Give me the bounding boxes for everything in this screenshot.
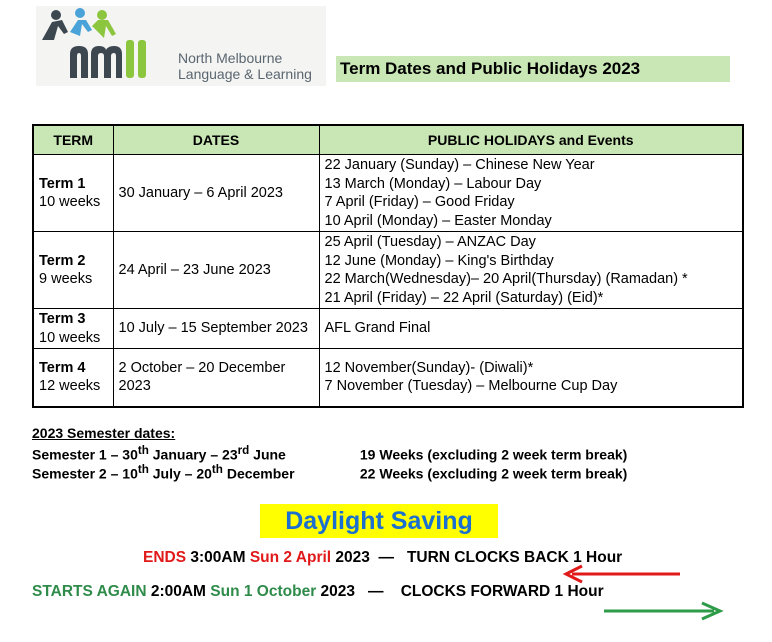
term-name: Term 1 [39,175,86,192]
holiday-item: 13 March (Monday) – Labour Day [324,175,542,192]
ordinal-suffix: rd [237,444,250,457]
semester-row-1 [32,444,627,463]
term-cell [33,232,113,309]
term-cell [33,309,113,349]
term-name: Term 3 [39,311,86,327]
holidays-cell [319,309,743,349]
term-weeks: 10 weeks [39,194,101,210]
starts-time: 2:00AM [150,583,206,600]
ends-dash: — [378,549,395,566]
page-title: Term Dates and Public Holidays 2023 [336,56,730,82]
table-row-term1 [33,155,743,232]
starts-date: Sun 1 October [210,583,317,600]
semester-label-part: January – 23 [148,446,238,463]
semester-label-part: July – 20 [148,465,212,482]
holidays-cell [319,349,743,407]
semester-weeks: 22 Weeks (excluding 2 week term break) [359,465,628,482]
ordinal-suffix: th [137,444,149,457]
holiday-item: AFL Grand Final [324,320,431,337]
term-weeks: 10 weeks [39,329,101,346]
ends-year: 2023 [335,549,370,566]
holiday-item: 25 April (Tuesday) – ANZAC Day [324,234,536,250]
holiday-item: 22 January (Sunday) – Chinese New Year [324,157,595,173]
dst-starts-line [32,583,604,601]
semester-label-part: December [222,465,295,482]
holiday-item: 7 November (Tuesday) – Melbourne Cup Day [324,378,618,395]
logo [36,6,326,86]
holiday-item: 21 April (Friday) – 22 April (Saturday) (Eid)* [324,289,604,306]
starts-word: STARTS AGAIN [32,583,147,600]
table-header-row [33,125,743,155]
semester-label-part: Semester 1 – 30 [32,446,138,463]
starts-dash: — [367,583,384,600]
semester-weeks: 19 Weeks (excluding 2 week term break) [359,446,628,463]
holiday-item: 12 June (Monday) – King's Birthday [324,252,554,269]
logo-org-line2: Language & Learning [178,66,312,82]
semester-title: 2023 Semester dates: [32,425,176,441]
dates-cell: 10 July – 15 September 2023 [113,309,319,349]
header-term: TERM [33,125,113,155]
term-name: Term 2 [39,252,86,269]
holidays-cell [319,232,743,309]
term-cell [33,349,113,407]
table-row-term2 [33,232,743,309]
semester-dates [32,425,628,482]
starts-year: 2023 [320,583,356,600]
table-row-term4 [33,349,743,407]
ends-date: Sun 2 April [249,549,332,566]
term-name: Term 4 [39,359,86,376]
ordinal-suffix: th [137,463,149,476]
table-row-term3 [33,309,743,349]
term-weeks: 9 weeks [39,271,93,287]
term-cell [33,155,113,232]
dates-cell: 30 January – 6 April 2023 [113,155,319,232]
holiday-item: 7 April (Friday) – Good Friday [324,194,515,210]
header-dates: DATES [113,125,319,155]
dates-cell: 2 October – 20 December 2023 [113,349,319,407]
term-weeks: 12 weeks [39,378,101,395]
ends-action: TURN CLOCKS BACK 1 Hour [406,549,623,566]
arrow-right-icon [600,600,726,622]
starts-action: CLOCKS FORWARD 1 Hour [400,583,604,600]
logo-org-name [178,50,312,82]
holidays-cell [319,155,743,232]
semester-label-part: Semester 2 – 10 [32,465,138,482]
holiday-item: 10 April (Monday) – Easter Monday [324,212,552,229]
holiday-item: 22 March(Wednesday)– 20 April(Thursday) (Ramadan) * [324,271,688,287]
semester-label [32,463,356,482]
dst-ends-line [143,549,622,567]
semester-label [32,444,356,463]
ends-time: 3:00AM [190,549,246,566]
logo-org-line1: North Melbourne [178,50,283,66]
header-holidays: PUBLIC HOLIDAYS and Events [319,125,743,155]
term-dates-table [32,124,744,408]
ends-word: ENDS [143,549,187,566]
holiday-item: 12 November(Sunday)- (Diwali)* [324,359,534,376]
arrow-left-icon [560,564,684,584]
ordinal-suffix: th [211,463,223,476]
semester-label-part: June [249,446,286,463]
semester-row-2 [32,463,627,482]
daylight-saving-title: Daylight Saving [260,504,498,538]
dates-cell: 24 April – 23 June 2023 [113,232,319,309]
